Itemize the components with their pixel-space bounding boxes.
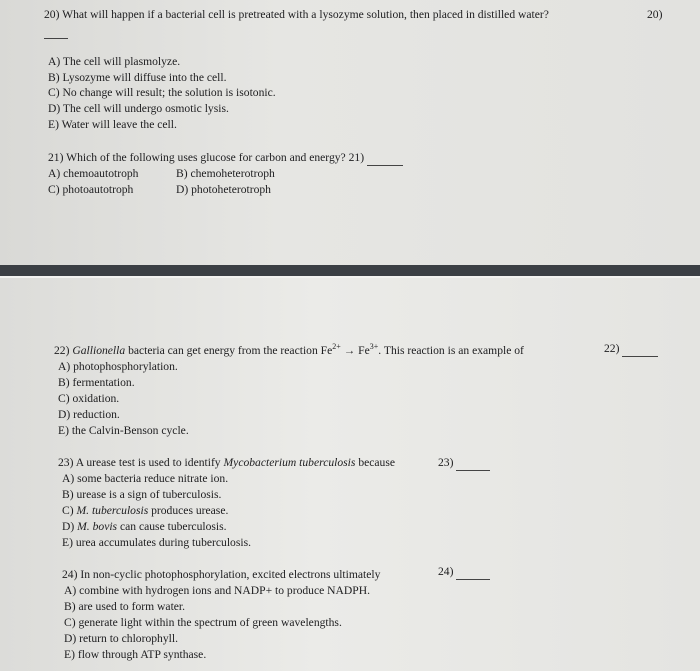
question-24-option-d: D) return to chlorophyll. xyxy=(64,632,178,645)
answer-blank-20[interactable] xyxy=(44,24,68,39)
question-21-option-b: B) chemoheterotroph xyxy=(176,167,275,180)
answer-blank-24[interactable] xyxy=(456,565,490,580)
question-20-option-a: A) The cell will plasmolyze. xyxy=(48,55,181,68)
question-21-stem xyxy=(48,151,403,166)
question-24-option-b: B) are used to form water. xyxy=(64,600,186,613)
question-22-option-e: E) the Calvin-Benson cycle. xyxy=(58,424,189,437)
question-20-stem: 20) What will happen if a bacterial cell is pretreated with a lysozyme solution, then placed in distilled water? xyxy=(44,8,549,21)
question-22-stem: 22) Gallionella bacteria can get energy from the reaction $Fe^{2+} \to Fe^{3+}$. This reaction is an example of xyxy=(54,342,524,357)
question-22-option-c: C) oxidation. xyxy=(58,392,120,405)
question-21-option-c: C) photoautotroph xyxy=(48,183,134,196)
question-20-option-b: B) Lysozyme will diffuse into the cell. xyxy=(48,71,227,84)
top-page xyxy=(0,0,700,265)
organism-name: Mycobacterium tuberculosis xyxy=(223,456,356,469)
organism-name: Gallionella xyxy=(72,344,126,357)
question-24-option-a: A) combine with hydrogen ions and NADP+ to produce NADPH. xyxy=(64,584,371,597)
question-23-option-a: A) some bacteria reduce nitrate ion. xyxy=(62,472,229,485)
question-21-option-a: A) chemoautotroph xyxy=(48,167,139,180)
question-24-option-e: E) flow through ATP synthase. xyxy=(64,648,207,661)
bottom-page xyxy=(0,276,700,671)
question-20-option-e: E) Water will leave the cell. xyxy=(48,118,177,131)
question-24-number: 24) xyxy=(438,565,490,580)
question-23-stem: 23) A urease test is used to identify Mycobacterium tuberculosis because xyxy=(58,456,396,469)
question-24-stem: 24) In non-cyclic photophosphorylation, excited electrons ultimately xyxy=(62,568,381,581)
question-21-option-d: D) photoheterotroph xyxy=(176,183,271,196)
answer-blank-23[interactable] xyxy=(456,456,490,471)
question-23-option-e: E) urea accumulates during tuberculosis. xyxy=(62,536,251,549)
question-23-option-b: B) urease is a sign of tuberculosis. xyxy=(62,488,222,501)
question-22-option-b: B) fermentation. xyxy=(58,376,135,389)
answer-blank-21[interactable] xyxy=(367,151,403,166)
question-20-option-c: C) No change will result; the solution is isotonic. xyxy=(48,86,276,99)
answer-blank-22[interactable] xyxy=(622,342,658,357)
question-22-number: 22) xyxy=(604,342,658,357)
question-24-option-c: C) generate light within the spectrum of green wavelengths. xyxy=(64,616,342,629)
question-22-option-d: D) reduction. xyxy=(58,408,120,421)
question-23-option-c: C) M. tuberculosis produces urease. xyxy=(62,504,229,517)
question-23-option-d: D) M. bovis can cause tuberculosis. xyxy=(62,520,227,533)
question-20-option-d: D) The cell will undergo osmotic lysis. xyxy=(48,102,229,115)
question-23-number: 23) xyxy=(438,456,490,471)
question-22-option-a: A) photophosphorylation. xyxy=(58,360,178,373)
question-21-number: 21) xyxy=(348,151,365,164)
question-21-stem-text: 21) Which of the following uses glucose for carbon and energy? xyxy=(48,151,346,164)
question-20-number: 20) xyxy=(647,8,663,21)
arrow-icon: → xyxy=(340,344,359,357)
